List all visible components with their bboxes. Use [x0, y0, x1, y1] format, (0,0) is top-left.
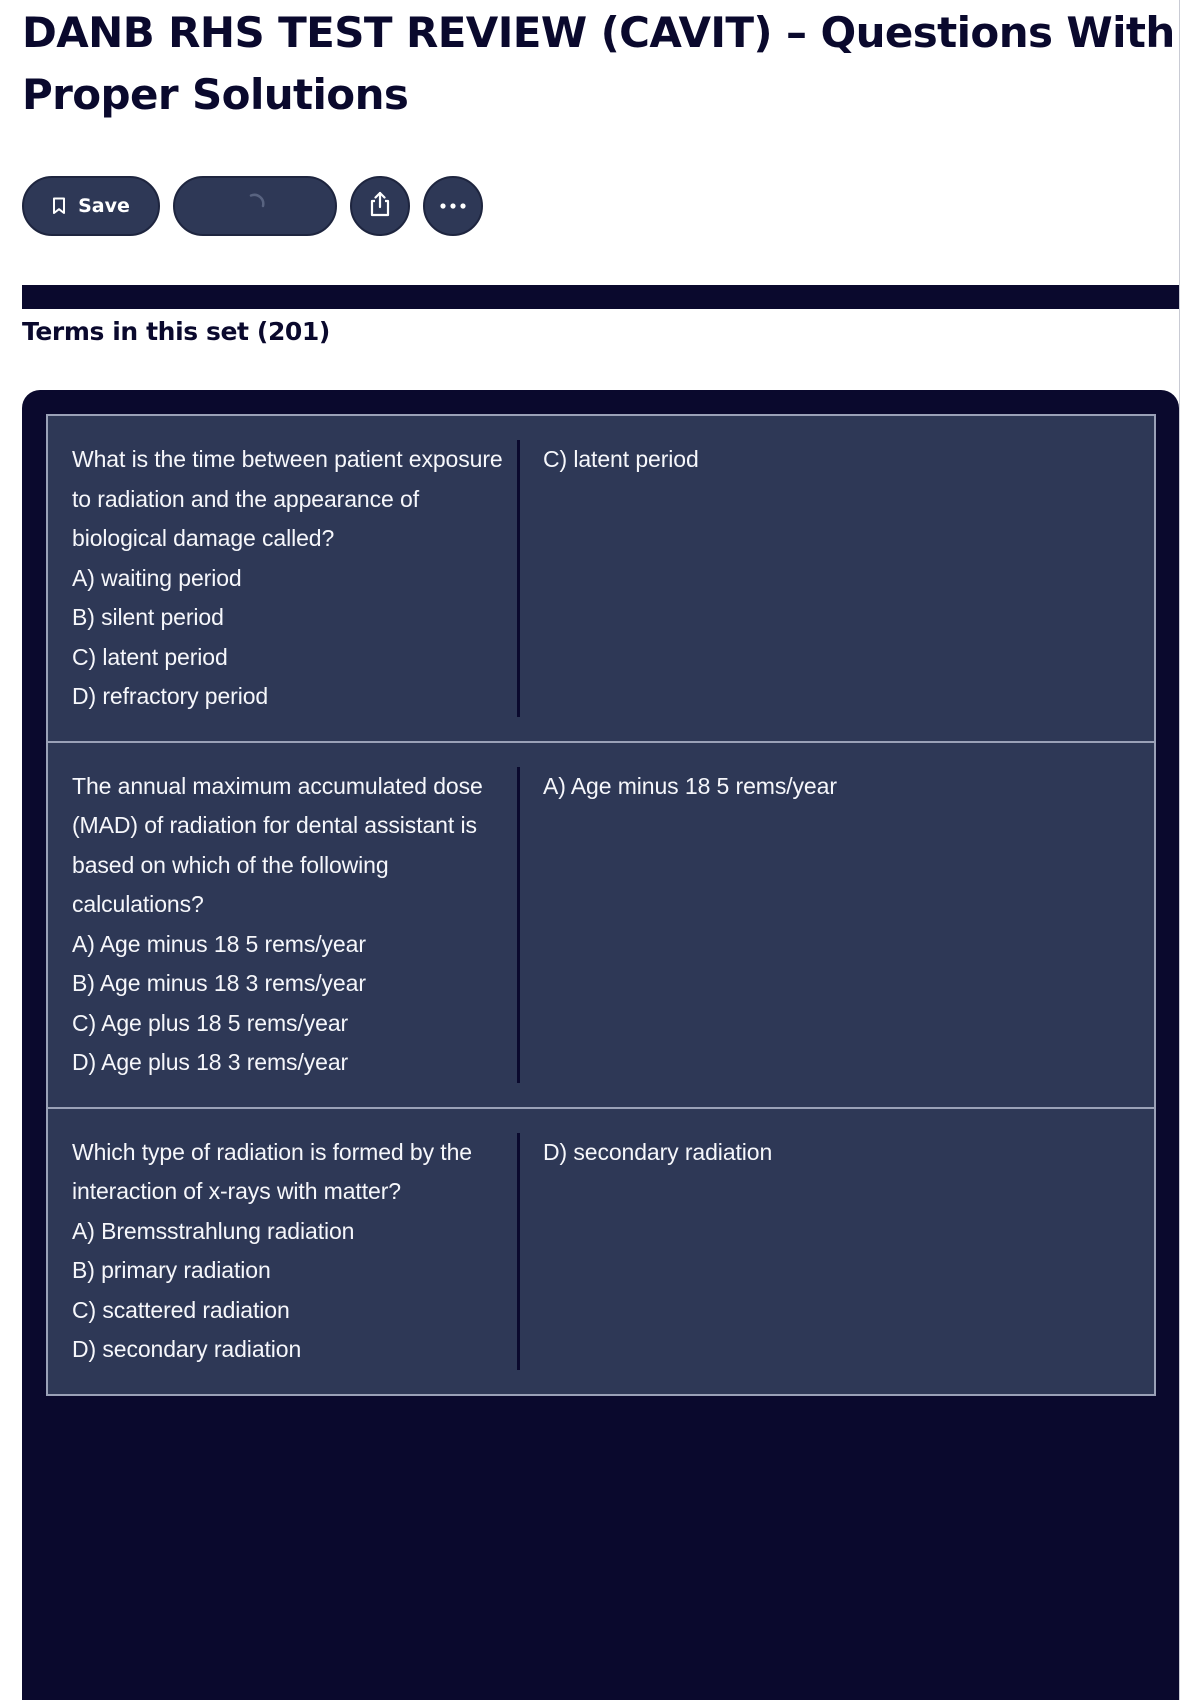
- term-question: [72, 767, 520, 1083]
- terms-panel: [22, 390, 1179, 1700]
- term-question: [72, 440, 520, 717]
- more-options-icon: [439, 197, 467, 215]
- term-option: B) primary radiation: [72, 1257, 271, 1283]
- loading-button[interactable]: [173, 176, 337, 236]
- term-option: D) Age plus 18 3 rems/year: [72, 1049, 349, 1075]
- terms-heading: Terms in this set (201): [22, 317, 330, 346]
- term-definition: D) secondary radiation: [543, 1138, 773, 1165]
- save-label: Save: [78, 195, 130, 217]
- term-option: C) scattered radiation: [72, 1296, 290, 1323]
- action-bar: [22, 176, 483, 236]
- term-option: D) refractory period: [72, 683, 269, 709]
- term-card: [46, 414, 1156, 743]
- term-option: A) Age minus 18 5 rems/year: [72, 930, 366, 957]
- save-button[interactable]: [22, 176, 160, 236]
- term-card: [46, 741, 1156, 1109]
- term-definition: C) latent period: [543, 446, 699, 472]
- share-icon: [367, 190, 393, 223]
- term-option: C) Age plus 18 5 rems/year: [72, 1009, 349, 1036]
- term-option: A) Bremsstrahlung radiation: [72, 1217, 355, 1244]
- page-title: DANB RHS TEST REVIEW (CAVIT) – Questions With Proper Solutions: [22, 8, 1175, 119]
- term-option: A) waiting period: [72, 564, 242, 591]
- term-card: [46, 1107, 1156, 1396]
- term-option: D) secondary radiation: [72, 1336, 302, 1362]
- page-right-edge: [1179, 0, 1180, 1700]
- loading-spinner-icon: [242, 191, 268, 222]
- bookmark-icon: [52, 197, 66, 215]
- section-divider: [22, 285, 1179, 309]
- share-button[interactable]: [350, 176, 410, 236]
- term-definition: A) Age minus 18 5 rems/year: [543, 772, 837, 799]
- more-options-button[interactable]: [423, 176, 483, 236]
- term-option: C) latent period: [72, 643, 228, 670]
- term-question-text: The annual maximum accumulated dose (MAD) of radiation for dental assistant is based on which of the following calculations?: [72, 772, 483, 917]
- term-question-text: Which type of radiation is formed by the interaction of x-rays with matter?: [72, 1138, 472, 1204]
- term-option: B) silent period: [72, 604, 224, 630]
- terms-list: [46, 414, 1156, 1396]
- term-question: [72, 1133, 520, 1370]
- term-question-text: What is the time between patient exposure to radiation and the appearance of biological damage called?: [72, 446, 503, 551]
- term-option: B) Age minus 18 3 rems/year: [72, 970, 366, 996]
